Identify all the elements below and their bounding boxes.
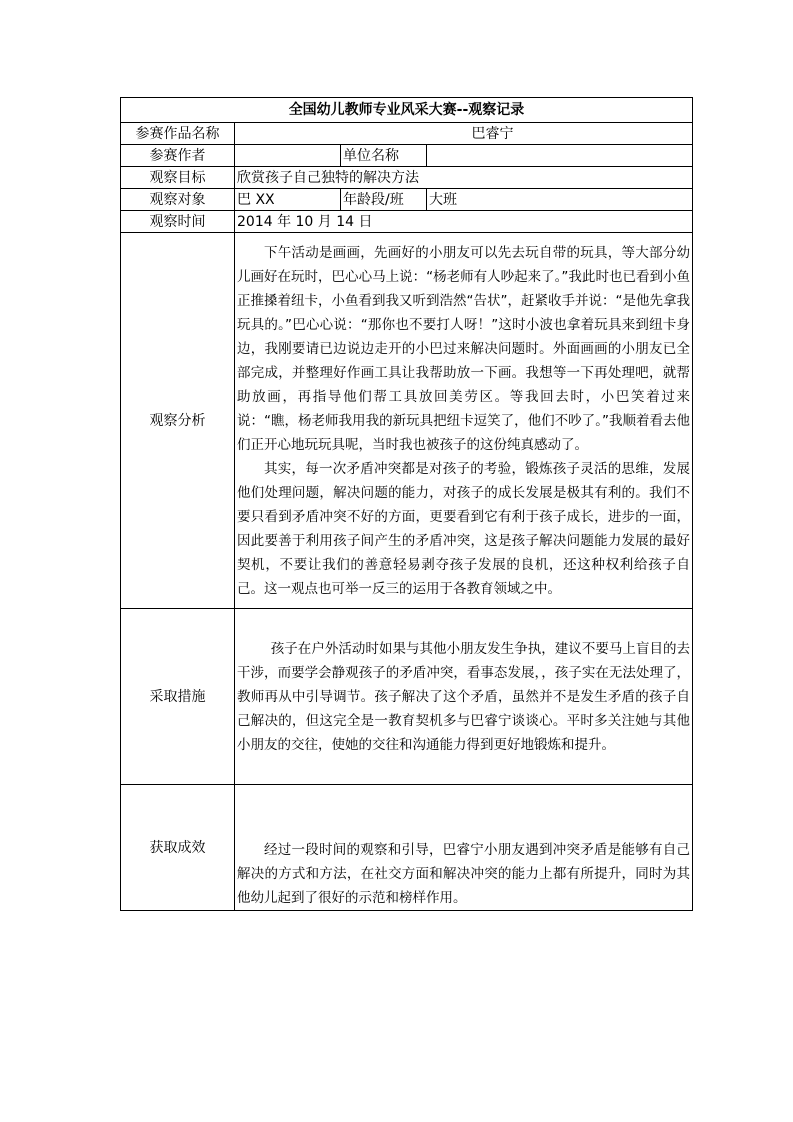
age-label: 年龄段/班	[341, 189, 427, 211]
goal-value: 欣赏孩子自己独特的解决方法	[235, 167, 693, 189]
unit-label: 单位名称	[341, 145, 427, 167]
time-label: 观察时间	[121, 211, 235, 233]
goal-label: 观察目标	[121, 167, 235, 189]
measures-paragraph: 孩子在户外活动时如果与其他小朋友发生争执，建议不要马上盲目的去干涉，而要学会静观孩子的矛盾冲突，看事态发展，，孩子实在无法处理了，教师再从中引导调节。孩子解决了这个矛盾，虽然并不是发生矛盾的孩子自己解决的，但这完全是一教育契机多与巴睿宁谈谈心。平时多关注她与其他小朋友的交往，使她的交往和沟通能力得到更好地锻炼和提升。	[237, 640, 690, 753]
work-name-label: 参赛作品名称	[121, 123, 235, 145]
analysis-paragraph: 下午活动是画画，先画好的小朋友可以先去玩自带的玩具，等大部分幼儿画好在玩时，巴心心马上说：“杨老师有人吵起来了。”我此时也已看到小鱼正推搡着纽卡，小鱼看到我又听到浩然“告状”，赶紧收手并说：“是他先拿我玩具的。”巴心心说：“那你也不要打人呀！”这时小波也拿着玩具来到纽卡身边，我刚要请已边说边走开的小巴过来解决问题时。外面画画的小朋友已全部完成，并整理好作画工具让我帮助放一下画。我想等一下再处理吧，就帮助放画，再指导他们帮工具放回美劳区。等我回去时，小巴笑着过来说：“瞧，杨老师我用我的新玩具把纽卡逗笑了，他们不吵了。”我顺着看去他们正开心地玩玩具呢，当时我也被孩子的这份纯真感动了。	[237, 244, 690, 453]
measures-text	[235, 609, 693, 785]
analysis-label: 观察分析	[121, 233, 235, 609]
unit-value	[427, 145, 693, 167]
observation-record-table	[120, 97, 693, 911]
form-title: 全国幼儿教师专业风采大赛--观察记录	[121, 98, 693, 123]
results-label: 获取成效	[121, 785, 235, 911]
work-name-value: 巴睿宁	[235, 123, 693, 145]
author-label: 参赛作者	[121, 145, 235, 167]
analysis-paragraph: 其实，每一次矛盾冲突都是对孩子的考验，锻炼孩子灵活的思维，发展他们处理问题，解决问题的能力，对孩子的成长发展是极其有利的。我们不要只看到矛盾冲突不好的方面，更要看到它有利于孩子成长，进步的一面，因此要善于利用孩子间产生的矛盾冲突，这是孩子解决问题能力发展的最好契机，不要让我们的善意轻易剥夺孩子发展的良机，还这种权利给孩子自己。这一观点也可举一反三的运用于各教育领域之中。	[237, 460, 690, 597]
analysis-text	[235, 233, 693, 609]
measures-label: 采取措施	[121, 609, 235, 785]
subject-label: 观察对象	[121, 189, 235, 211]
results-paragraph: 经过一段时间的观察和引导，巴睿宁小朋友遇到冲突矛盾是能够有自己解决的方式和方法，在社交方面和解决冲突的能力上都有所提升，同时为其他幼儿起到了很好的示范和榜样作用。	[237, 842, 690, 906]
author-value	[235, 145, 341, 167]
time-value: 2014 年 10 月 14 日	[235, 211, 693, 233]
subject-value: 巴 XX	[235, 189, 341, 211]
age-value: 大班	[427, 189, 693, 211]
results-text	[235, 785, 693, 911]
